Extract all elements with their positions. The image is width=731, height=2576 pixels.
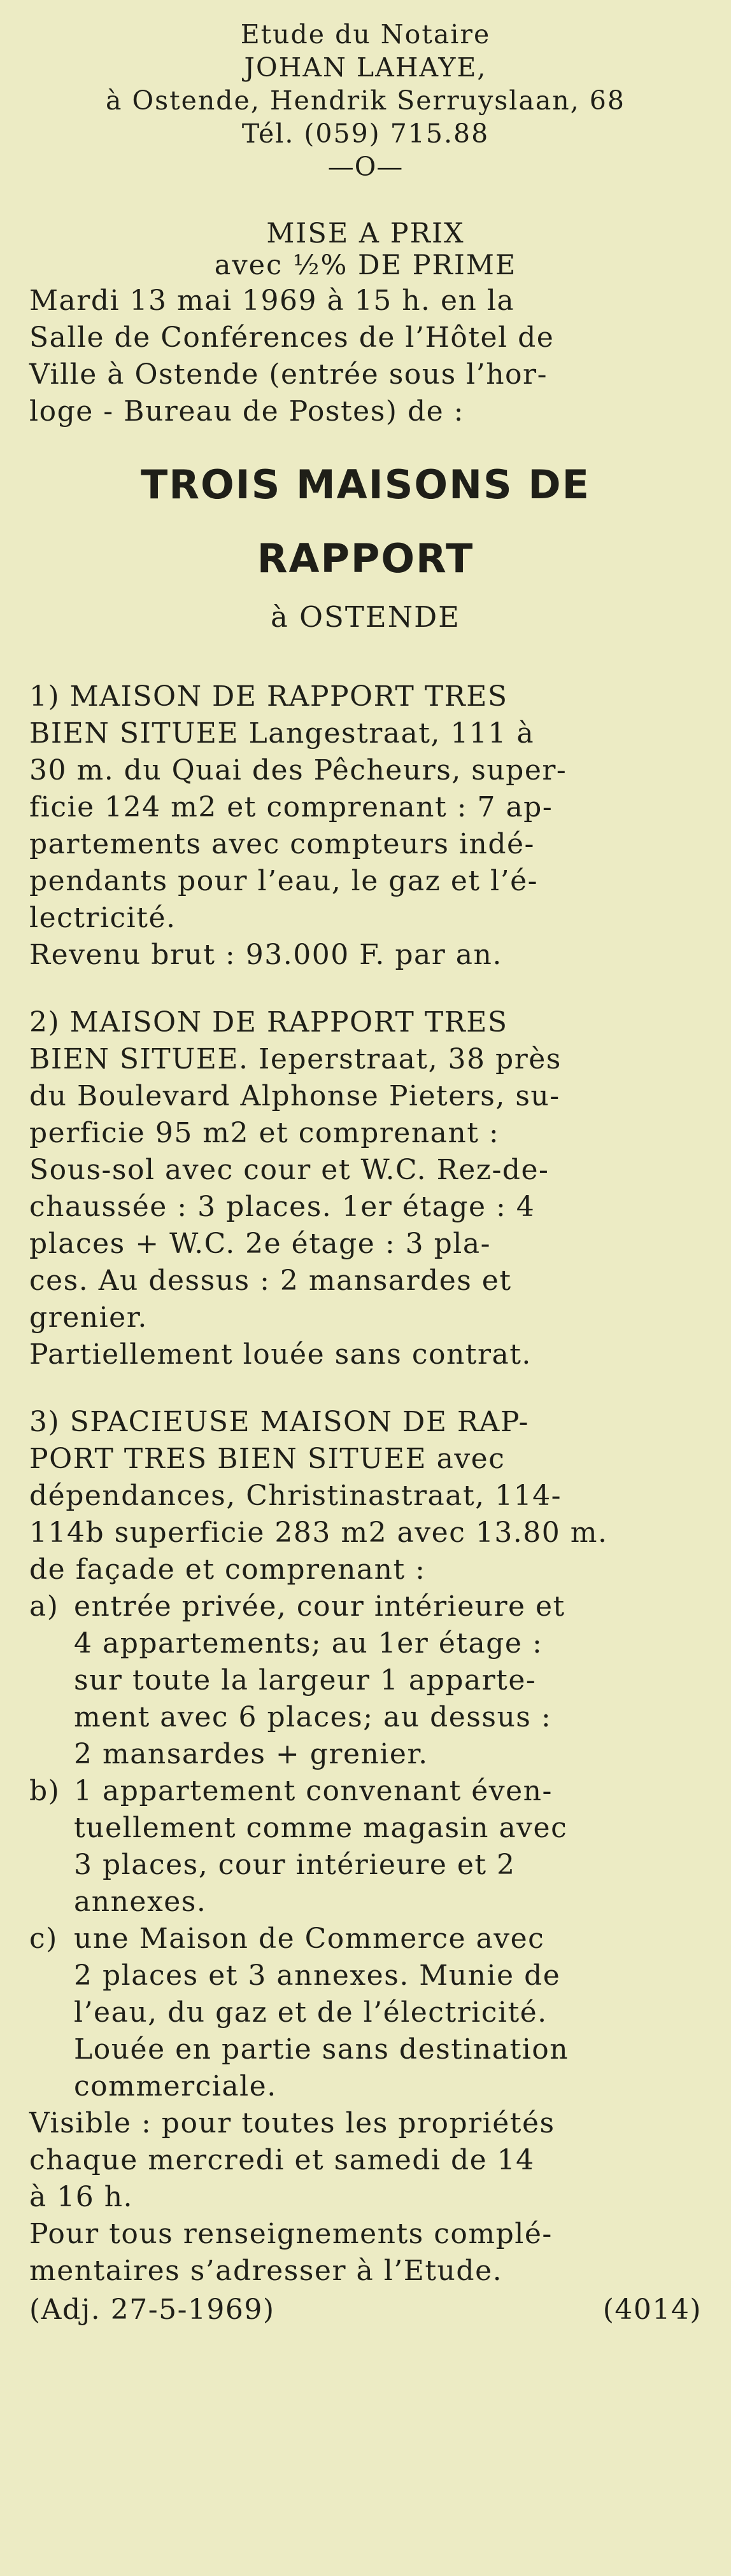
property-1-line: pendants pour l’eau, le gaz et l’é-: [29, 865, 539, 897]
property-2-line: places + W.C. 2e étage : 3 pla-: [29, 1228, 491, 1260]
property-2-line: perficie 95 m2 et comprenant :: [29, 1117, 500, 1149]
item-c-line: une Maison de Commerce avec: [74, 1922, 545, 1955]
property-2-line: Sous-sol avec cour et W.C. Rez-de-: [29, 1154, 550, 1186]
item-c-line: l’eau, du gaz et de l’électricité.: [74, 1996, 548, 2029]
item-c-line: Louée en partie sans destination: [74, 2033, 569, 2066]
property-2-line: BIEN SITUEE. Ieperstraat, 38 près: [29, 1043, 562, 1075]
property-2-line: 2) MAISON DE RAPPORT TRES: [29, 1006, 508, 1039]
item-text: [74, 1588, 702, 1773]
visiting-hours: [29, 2105, 702, 2216]
item-b-line: 1 appartement convenant éven-: [74, 1775, 553, 1807]
notice-title: [29, 448, 702, 596]
property-1: [29, 678, 702, 974]
property-3-item-c: [29, 1921, 702, 2105]
property-2-line: du Boulevard Alphonse Pieters, su-: [29, 1080, 560, 1112]
notice-footer: [29, 2291, 702, 2329]
adjudication-date: (Adj. 27-5-1969): [29, 2293, 275, 2326]
item-a-line: 4 appartements; au 1er étage :: [74, 1627, 543, 1660]
item-marker: c): [29, 1922, 58, 1955]
notice-location: à OSTENDE: [270, 600, 461, 634]
item-a-line: 2 mansardes + grenier.: [74, 1738, 429, 1770]
property-1-line: lectricité.: [29, 902, 176, 934]
mise-a-prix: [29, 218, 702, 281]
property-2-line: chaussée : 3 places. 1er étage : 4: [29, 1191, 536, 1223]
property-3-line: dépendances, Christinastraat, 114-: [29, 1480, 562, 1512]
notary-name: JOHAN LAHAYE,: [244, 52, 487, 83]
visiting-line: à 16 h.: [29, 2181, 134, 2213]
reference-number: (4014): [602, 2293, 702, 2326]
intro-line: Mardi 13 mai 1969 à 15 h. en la: [29, 284, 515, 317]
intro-line: Ville à Ostende (entrée sous l’hor-: [29, 358, 548, 391]
title-line-1: TROIS MAISONS DE: [140, 461, 591, 508]
item-a-line: sur toute la largeur 1 apparte-: [74, 1664, 537, 1697]
item-text: [74, 1773, 702, 1921]
visiting-line: chaque mercredi et samedi de 14: [29, 2144, 535, 2176]
item-a-line: entrée privée, cour intérieure et: [74, 1590, 565, 1623]
item-b-line: tuellement comme magasin avec: [74, 1812, 568, 1844]
item-text: [74, 1921, 702, 2105]
mise-a-prix-line-1: MISE A PRIX: [266, 218, 465, 249]
item-a-line: ment avec 6 places; au dessus :: [74, 1701, 552, 1733]
property-3-line: 3) SPACIEUSE MAISON DE RAP-: [29, 1406, 529, 1438]
header-line-1: Etude du Notaire: [240, 19, 491, 50]
item-marker: b): [29, 1775, 60, 1807]
item-c-line: 2 places et 3 annexes. Munie de: [74, 1959, 561, 1992]
property-1-line: ficie 124 m2 et comprenant : 7 ap-: [29, 791, 553, 823]
property-1-line: 30 m. du Quai des Pêcheurs, super-: [29, 754, 567, 787]
mise-a-prix-line-2: avec ½% DE PRIME: [214, 249, 517, 281]
property-3-item-a: [29, 1588, 702, 1773]
property-2: [29, 1004, 702, 1373]
header-separator: —O—: [327, 151, 404, 182]
item-c-line: commerciale.: [74, 2070, 277, 2103]
intro-line: Salle de Conférences de l’Hôtel de: [29, 321, 555, 354]
property-2-line: ces. Au dessus : 2 mansardes et: [29, 1264, 512, 1297]
property-3: [29, 1404, 702, 1588]
property-1-line: 1) MAISON DE RAPPORT TRES: [29, 680, 508, 713]
property-2-status: Partiellement louée sans contrat.: [29, 1338, 532, 1371]
property-1-line: partements avec compteurs indé-: [29, 828, 535, 860]
visiting-line: Visible : pour toutes les propriétés: [29, 2107, 555, 2139]
property-1-revenue: Revenu brut : 93.000 F. par an.: [29, 939, 502, 971]
item-marker: a): [29, 1590, 59, 1623]
notary-address: à Ostende, Hendrik Serruyslaan, 68: [106, 85, 625, 116]
property-2-line: grenier.: [29, 1301, 148, 1334]
notary-phone: Tél. (059) 715.88: [241, 118, 490, 149]
contact-line: Pour tous renseignements complé-: [29, 2218, 553, 2250]
property-3-line: de façade et comprenant :: [29, 1553, 426, 1586]
item-b-line: 3 places, cour intérieure et 2: [74, 1849, 516, 1881]
title-line-2: RAPPORT: [257, 535, 474, 582]
item-b-line: annexes.: [74, 1886, 207, 1918]
property-3-item-b: [29, 1773, 702, 1921]
notary-header: [29, 18, 702, 183]
property-3-line: PORT TRES BIEN SITUEE avec: [29, 1443, 506, 1475]
sale-intro: [29, 283, 702, 430]
intro-line: loge - Bureau de Postes) de :: [29, 395, 464, 428]
property-3-line: 114b superficie 283 m2 avec 13.80 m.: [29, 1516, 608, 1549]
contact-line: mentaires s’adresser à l’Etude.: [29, 2255, 503, 2287]
contact-info: [29, 2216, 702, 2290]
property-1-line: BIEN SITUEE Langestraat, 111 à: [29, 717, 535, 750]
